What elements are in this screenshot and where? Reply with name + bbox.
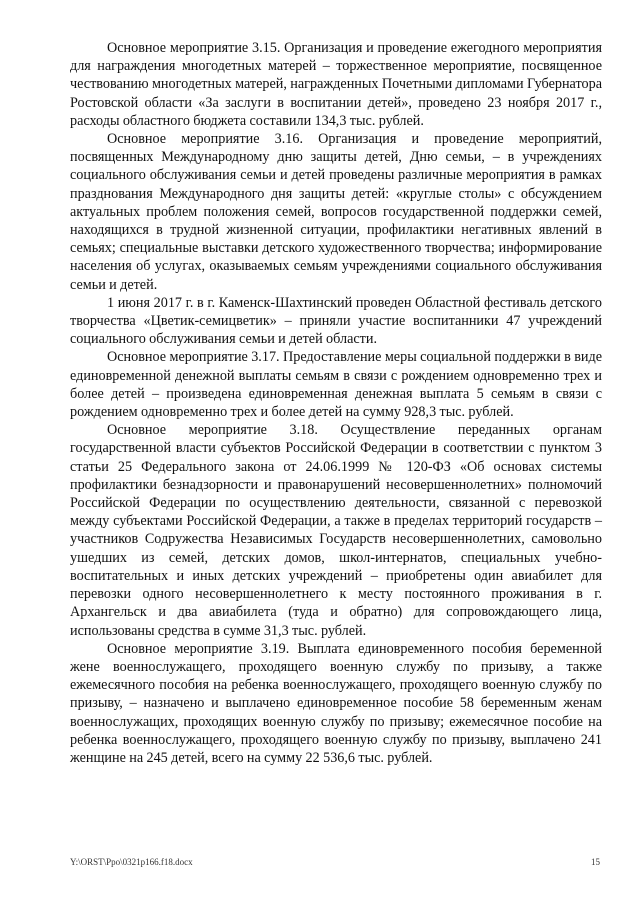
paragraph-measure-3-15: Основное мероприятие 3.15. Организация и проведение ежегодного мероприятия для награждения многодетных матерей – торжественное мероприятие, посвященное чествованию многодетных матерей, награжденных Почетными дипломами Губернатора Ростовской области «За заслуги в воспитании детей», проведено 23 ноября 2017 г., расходы областного бюджета составили 134,3 тыс. рублей. [70,40,602,129]
paragraph-measure-3-16: Основное мероприятие 3.16. Организация и проведение мероприятий, посвященных Международному дню защиты детей, Дню семьи, – в учреждениях социального обслуживания семьи и детей проведены различные мероприятия в рамках празднования Международного дня защиты детей: «круглые столы» с обсуждением актуальных проблем положения семей, вопросов государственной поддержки семей, находящихся в трудной жизненной ситуации, профилактики негативных явлений в семьях; специальные выставки детского художественного творчества; информирование населения об услугах, оказываемых семьям учреждениями социального обслуживания семьи и детей. [70,131,602,293]
page-number: 15 [591,857,600,867]
document-body [70,39,602,767]
paragraph-measure-3-18: Основное мероприятие 3.18. Осуществление переданных органам государственной власти субъектов Российской Федерации в соответствии с пунктом 3 статьи 25 Федерального закона от 24.06.1999 № 120-ФЗ «Об основах системы профилактики безнадзорности и правонарушений несовершеннолетних» полномочий Российской Федерации по осуществлению деятельности, связанной с перевозкой между субъектами Российской Федерации, а также в пределах территорий государств – участников Содружества Независимых Государств несовершеннолетних, самовольно ушедших из семей, детских домов, школ-интернатов, специальных учебно-воспитательных и иных детских учреждений – приобретены один авиабилет для перевозки одного несовершеннолетнего к месту постоянного проживания в г. Архангельск и два авиабилета (туда и обратно) для сопровождающего лица, использованы средства в сумме 31,3 тыс. рублей. [70,422,602,639]
footer-file-path: Y:\ORST\Ppo\0321p166.f18.docx [70,857,193,867]
paragraph-measure-3-17: Основное мероприятие 3.17. Предоставление меры социальной поддержки в виде единовременной денежной выплаты семьям в связи с рождением одновременно трех и более детей – произведена единовременная денежная выплата 5 семьям в связи с рождением одновременно трех и более детей на сумму 928,3 тыс. рублей. [70,349,602,421]
paragraph-festival: 1 июня 2017 г. в г. Каменск-Шахтинский проведен Областной фестиваль детского творчества «Цветик-семицветик» – приняли участие воспитанники 47 учреждений социального обслуживания семьи и детей области. [70,294,602,348]
paragraph-measure-3-19: Основное мероприятие 3.19. Выплата единовременного пособия беременной жене военнослужащего, проходящего военную службу по призыву, а также ежемесячного пособия на ребенка военнослужащего, проходящего военную службу по призыву, – назначено и выплачено единовременное пособие 58 беременным женам военнослужащих, проходящих военную службу по призыву; ежемесячное пособие на ребенка военнослужащего, проходящего военную службу по призыву, выплачено 241 женщине на 245 детей, всего на сумму 22 536,6 тыс. рублей. [70,640,602,766]
